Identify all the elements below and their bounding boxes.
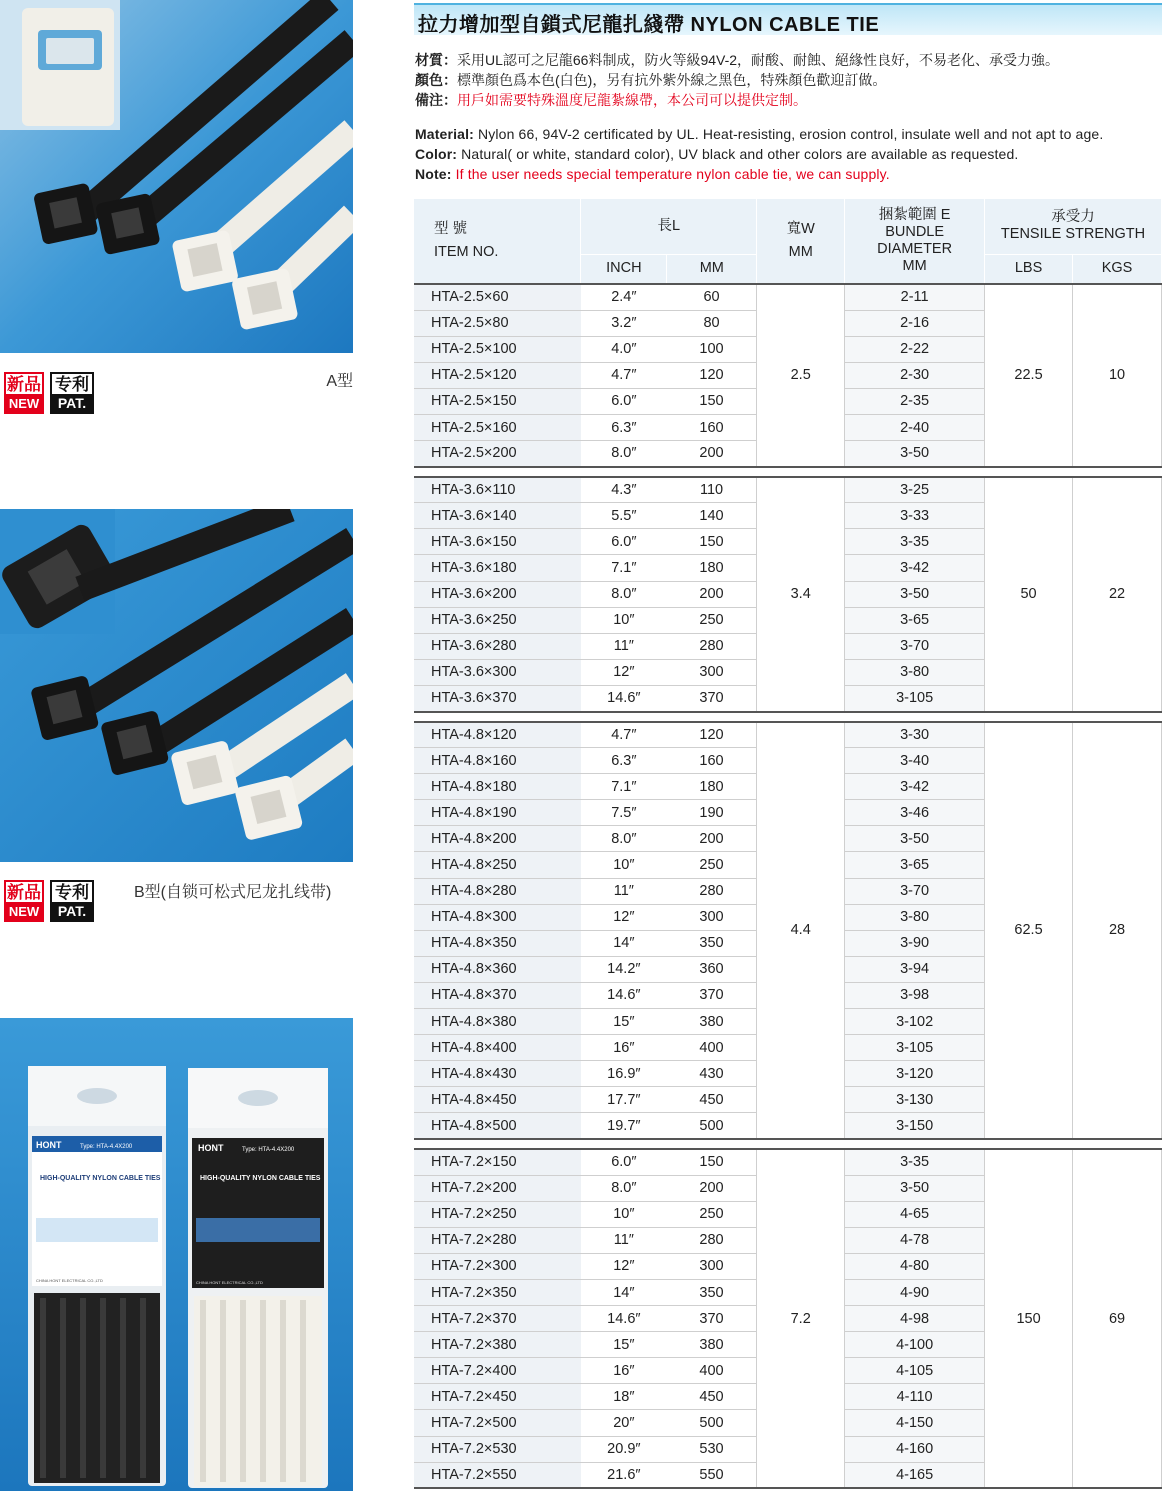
length-mm-cell: 380 [667,1009,757,1035]
patent-badge-en: PAT. [52,394,92,412]
gap-cell [414,467,1162,477]
length-mm-cell: 300 [667,659,757,685]
item-no-cell: HTA-4.8×350 [414,930,581,956]
new-badge [4,372,44,414]
length-inch-cell: 16″ [581,1035,667,1061]
length-inch-cell: 6.3″ [581,748,667,774]
length-inch-cell: 6.0″ [581,1149,667,1175]
length-mm-cell: 550 [667,1462,757,1488]
bundle-diameter-cell: 4-100 [845,1332,985,1358]
tensile-kgs-cell: 28 [1073,722,1162,1140]
length-inch-cell: 4.3″ [581,477,667,503]
length-inch-cell: 11″ [581,1227,667,1253]
bundle-diameter-cell: 3-105 [845,1035,985,1061]
length-inch-cell: 11″ [581,878,667,904]
svg-text:HONT: HONT [36,1140,62,1150]
header-bundle-unit: MM [902,258,927,274]
length-mm-cell: 110 [667,477,757,503]
item-no-cell: HTA-7.2×350 [414,1279,581,1305]
length-mm-cell: 500 [667,1410,757,1436]
svg-text:HONT: HONT [198,1143,224,1153]
bundle-diameter-cell: 3-35 [845,1149,985,1175]
length-mm-cell: 180 [667,774,757,800]
bundle-diameter-cell: 4-160 [845,1436,985,1462]
length-mm-cell: 150 [667,1149,757,1175]
item-no-cell: HTA-4.8×430 [414,1061,581,1087]
length-inch-cell: 7.1″ [581,774,667,800]
length-mm-cell: 150 [667,388,757,414]
length-mm-cell: 280 [667,633,757,659]
item-no-cell: HTA-3.6×250 [414,607,581,633]
bundle-diameter-cell: 2-35 [845,388,985,414]
type-a-label: A型 [326,373,353,390]
desc-en-line [415,164,1165,184]
gap-cell [414,712,1162,722]
svg-text:CHINA HONT ELECTRICAL CO.,LTD: CHINA HONT ELECTRICAL CO.,LTD [36,1278,103,1283]
bundle-diameter-cell: 3-150 [845,1113,985,1139]
header-lbs: LBS [985,254,1073,284]
item-no-cell: HTA-4.8×300 [414,904,581,930]
table-row [414,477,1162,503]
length-mm-cell: 250 [667,852,757,878]
item-no-cell: HTA-3.6×280 [414,633,581,659]
length-inch-cell: 12″ [581,904,667,930]
length-inch-cell: 3.2″ [581,310,667,336]
bundle-diameter-cell: 2-40 [845,414,985,440]
length-inch-cell: 14.2″ [581,956,667,982]
bundle-diameter-cell: 3-105 [845,685,985,711]
item-no-cell: HTA-7.2×200 [414,1175,581,1201]
length-mm-cell: 530 [667,1436,757,1462]
length-inch-cell: 4.7″ [581,362,667,388]
item-no-cell: HTA-4.8×400 [414,1035,581,1061]
desc-cn-line [415,90,1165,110]
length-inch-cell: 8.0″ [581,826,667,852]
item-no-cell: HTA-4.8×180 [414,774,581,800]
bundle-diameter-cell: 3-65 [845,852,985,878]
length-mm-cell: 370 [667,982,757,1008]
bundle-diameter-cell: 3-50 [845,581,985,607]
length-inch-cell: 12″ [581,659,667,685]
length-mm-cell: 370 [667,1306,757,1332]
bundle-diameter-cell: 4-110 [845,1384,985,1410]
length-inch-cell: 14″ [581,930,667,956]
item-no-cell: HTA-7.2×530 [414,1436,581,1462]
bundle-diameter-cell: 3-33 [845,503,985,529]
item-no-cell: HTA-3.6×150 [414,529,581,555]
desc-text: 采用UL認可之尼龍66料制成，防火等級94V-2，耐酸、耐蝕、絕緣性良好，不易老化、承受力強。 [457,52,1060,68]
desc-text: Nylon 66, 94V-2 certificated by UL. Heat-resisting, erosion control, insulate well and not apt to age. [473,126,1104,142]
bundle-diameter-cell: 3-65 [845,607,985,633]
bundle-diameter-cell: 3-90 [845,930,985,956]
length-mm-cell: 180 [667,555,757,581]
header-tensile-cn: 承受力 [1051,209,1095,226]
item-no-cell: HTA-3.6×110 [414,477,581,503]
length-mm-cell: 450 [667,1087,757,1113]
length-mm-cell: 120 [667,722,757,748]
page-title: 拉力增加型自鎖式尼龍扎綫帶 NYLON CABLE TIE [418,14,880,36]
length-mm-cell: 380 [667,1332,757,1358]
bundle-diameter-cell: 2-16 [845,310,985,336]
bundle-diameter-cell: 3-98 [845,982,985,1008]
spec-table [414,199,1162,1489]
desc-label: Material: [415,126,474,142]
length-inch-cell: 14″ [581,1279,667,1305]
length-inch-cell: 12″ [581,1253,667,1279]
length-mm-cell: 190 [667,800,757,826]
tensile-lbs-cell: 62.5 [985,722,1073,1140]
length-inch-cell: 19.7″ [581,1113,667,1139]
length-mm-cell: 400 [667,1035,757,1061]
length-inch-cell: 10″ [581,852,667,878]
item-no-cell: HTA-2.5×160 [414,414,581,440]
spec-group [414,284,1162,467]
header-width-label: 寬W [786,221,815,237]
patent-badge [50,880,94,922]
header-item-cn: 型 號 [434,221,468,237]
bundle-diameter-cell: 4-98 [845,1306,985,1332]
tensile-kgs-cell: 22 [1073,477,1162,712]
desc-label: 顏色： [415,72,457,88]
bundle-diameter-cell: 3-50 [845,826,985,852]
spec-group [414,1149,1162,1488]
photo-type-b [0,509,353,862]
header-bundle [845,199,985,284]
length-mm-cell: 370 [667,685,757,711]
bundle-diameter-cell: 3-46 [845,800,985,826]
item-no-cell: HTA-7.2×370 [414,1306,581,1332]
width-cell: 4.4 [757,722,845,1140]
desc-cn-line [415,70,1165,90]
item-no-cell: HTA-3.6×300 [414,659,581,685]
svg-text:HIGH-QUALITY NYLON CABLE TIES: HIGH-QUALITY NYLON CABLE TIES [40,1175,161,1182]
gap-cell [414,1139,1162,1149]
header-tensile-en: TENSILE STRENGTH [1000,226,1146,243]
bundle-diameter-cell: 3-42 [845,774,985,800]
bundle-diameter-cell: 3-30 [845,722,985,748]
desc-cn-line [415,50,1165,70]
length-inch-cell: 6.0″ [581,388,667,414]
length-inch-cell: 15″ [581,1009,667,1035]
item-no-cell: HTA-7.2×450 [414,1384,581,1410]
bundle-diameter-cell: 3-25 [845,477,985,503]
desc-label: Color: [415,146,458,162]
length-inch-cell: 21.6″ [581,1462,667,1488]
bundle-diameter-cell: 2-22 [845,336,985,362]
width-cell: 7.2 [757,1149,845,1488]
header-tensile [985,199,1162,254]
badges-type-b [4,880,94,922]
width-cell: 3.4 [757,477,845,712]
desc-text: 用戶如需要特殊溫度尼龍紮線帶，本公司可以提供定制。 [457,92,807,108]
bundle-diameter-cell: 2-11 [845,284,985,310]
bundle-diameter-cell: 3-80 [845,659,985,685]
bundle-diameter-cell: 3-130 [845,1087,985,1113]
header-width-unit: MM [788,244,813,260]
length-mm-cell: 120 [667,362,757,388]
item-no-cell: HTA-4.8×500 [414,1113,581,1139]
spec-group [414,477,1162,712]
length-inch-cell: 10″ [581,607,667,633]
length-mm-cell: 250 [667,1201,757,1227]
length-inch-cell: 14.6″ [581,685,667,711]
item-no-cell: HTA-4.8×190 [414,800,581,826]
length-mm-cell: 200 [667,441,757,467]
desc-label: Note: [415,166,452,182]
length-mm-cell: 100 [667,336,757,362]
svg-text:HIGH-QUALITY NYLON CABLE TIES: HIGH-QUALITY NYLON CABLE TIES [200,1175,321,1182]
patent-badge [50,372,94,414]
tensile-lbs-cell: 50 [985,477,1073,712]
item-no-cell: HTA-3.6×140 [414,503,581,529]
svg-text:CHINA HONT ELECTRICAL CO.,LTD: CHINA HONT ELECTRICAL CO.,LTD [196,1280,263,1285]
width-cell: 2.5 [757,284,845,467]
bundle-diameter-cell: 3-80 [845,904,985,930]
item-no-cell: HTA-2.5×60 [414,284,581,310]
patent-badge-cn: 专利 [55,375,89,394]
header-length: 長L [581,199,757,254]
length-mm-cell: 300 [667,1253,757,1279]
length-inch-cell: 6.3″ [581,414,667,440]
length-inch-cell: 2.4″ [581,284,667,310]
length-inch-cell: 8.0″ [581,581,667,607]
length-mm-cell: 280 [667,878,757,904]
item-no-cell: HTA-2.5×80 [414,310,581,336]
svg-text:Type: HTA-4.4X200: Type: HTA-4.4X200 [80,1144,133,1150]
photo-packages [0,1018,353,1491]
bundle-diameter-cell: 3-70 [845,878,985,904]
length-inch-cell: 16.9″ [581,1061,667,1087]
length-mm-cell: 400 [667,1358,757,1384]
bundle-diameter-cell: 4-80 [845,1253,985,1279]
length-inch-cell: 20″ [581,1410,667,1436]
group-gap [414,467,1162,477]
new-badge [4,880,44,922]
length-mm-cell: 300 [667,904,757,930]
length-mm-cell: 160 [667,748,757,774]
item-no-cell: HTA-7.2×250 [414,1201,581,1227]
bundle-diameter-cell: 4-90 [845,1279,985,1305]
item-no-cell: HTA-7.2×300 [414,1253,581,1279]
bundle-diameter-cell: 4-105 [845,1358,985,1384]
length-mm-cell: 350 [667,930,757,956]
length-inch-cell: 10″ [581,1201,667,1227]
length-mm-cell: 150 [667,529,757,555]
length-inch-cell: 11″ [581,633,667,659]
item-no-cell: HTA-4.8×120 [414,722,581,748]
item-no-cell: HTA-2.5×150 [414,388,581,414]
bundle-diameter-cell: 3-50 [845,1175,985,1201]
header-mm: MM [667,254,757,284]
bundle-diameter-cell: 3-70 [845,633,985,659]
length-mm-cell: 140 [667,503,757,529]
bundle-diameter-cell: 3-94 [845,956,985,982]
bundle-diameter-cell: 2-30 [845,362,985,388]
bundle-diameter-cell: 4-78 [845,1227,985,1253]
tensile-lbs-cell: 150 [985,1149,1073,1488]
bundle-diameter-cell: 3-120 [845,1061,985,1087]
bundle-diameter-cell: 3-42 [845,555,985,581]
tensile-kgs-cell: 69 [1073,1149,1162,1488]
group-gap [414,1139,1162,1149]
tensile-lbs-cell: 22.5 [985,284,1073,467]
header-item-no [414,199,581,284]
tensile-kgs-cell: 10 [1073,284,1162,467]
header-bundle-en2: DIAMETER [877,241,953,257]
length-inch-cell: 4.0″ [581,336,667,362]
item-no-cell: HTA-2.5×200 [414,441,581,467]
length-mm-cell: 500 [667,1113,757,1139]
length-mm-cell: 250 [667,607,757,633]
header-bundle-en1: BUNDLE [885,224,945,240]
table-row [414,722,1162,748]
length-inch-cell: 15″ [581,1332,667,1358]
desc-en-line [415,124,1165,144]
item-no-cell: HTA-4.8×160 [414,748,581,774]
item-no-cell: HTA-4.8×280 [414,878,581,904]
patent-badge-en: PAT. [52,902,92,920]
item-no-cell: HTA-7.2×550 [414,1462,581,1488]
length-inch-cell: 14.6″ [581,1306,667,1332]
item-no-cell: HTA-4.8×250 [414,852,581,878]
new-badge-en: NEW [6,902,42,920]
bundle-diameter-cell: 3-35 [845,529,985,555]
badges-type-a [4,372,94,414]
new-badge-cn: 新品 [7,883,41,902]
desc-text: If the user needs special temperature nylon cable tie, we can supply. [451,166,890,182]
table-row [414,284,1162,310]
length-mm-cell: 450 [667,1384,757,1410]
svg-text:Type: HTA-4.4X200: Type: HTA-4.4X200 [242,1147,295,1153]
header-width [757,199,845,284]
item-no-cell: HTA-2.5×100 [414,336,581,362]
length-inch-cell: 8.0″ [581,1175,667,1201]
length-inch-cell: 8.0″ [581,441,667,467]
new-badge-cn: 新品 [7,375,41,394]
bundle-diameter-cell: 4-165 [845,1462,985,1488]
item-no-cell: HTA-4.8×360 [414,956,581,982]
item-no-cell: HTA-3.6×200 [414,581,581,607]
desc-label: 備注： [415,92,457,108]
length-inch-cell: 17.7″ [581,1087,667,1113]
length-mm-cell: 160 [667,414,757,440]
length-inch-cell: 6.0″ [581,529,667,555]
length-inch-cell: 7.1″ [581,555,667,581]
item-no-cell: HTA-4.8×370 [414,982,581,1008]
desc-en-line [415,144,1165,164]
bundle-diameter-cell: 3-50 [845,441,985,467]
length-mm-cell: 200 [667,826,757,852]
length-mm-cell: 200 [667,581,757,607]
length-inch-cell: 5.5″ [581,503,667,529]
length-mm-cell: 430 [667,1061,757,1087]
desc-text: 標準顏色爲本色(白色)，另有抗外紫外線之黑色，特殊顏色歡迎訂做。 [457,72,887,88]
item-no-cell: HTA-3.6×180 [414,555,581,581]
description-chinese [415,50,1165,110]
item-no-cell: HTA-3.6×370 [414,685,581,711]
desc-text: Natural( or white, standard color), UV black and other colors are available as requested. [457,146,1019,162]
length-inch-cell: 16″ [581,1358,667,1384]
length-mm-cell: 350 [667,1279,757,1305]
group-gap [414,712,1162,722]
header-item-en: ITEM NO. [434,244,499,260]
length-inch-cell: 20.9″ [581,1436,667,1462]
desc-label: 材質： [415,52,457,68]
length-inch-cell: 14.6″ [581,982,667,1008]
table-row [414,1149,1162,1175]
item-no-cell: HTA-4.8×380 [414,1009,581,1035]
type-b-label: B型(自锁可松式尼龙扎线带) [134,884,332,901]
bundle-diameter-cell: 4-65 [845,1201,985,1227]
header-inch: INCH [581,254,667,284]
photo-type-a [0,0,353,353]
header-bundle-cn: 捆紮範圍 E [878,207,951,223]
item-no-cell: HTA-2.5×120 [414,362,581,388]
length-mm-cell: 200 [667,1175,757,1201]
length-mm-cell: 80 [667,310,757,336]
spec-group [414,722,1162,1140]
item-no-cell: HTA-4.8×200 [414,826,581,852]
patent-badge-cn: 专利 [55,883,89,902]
item-no-cell: HTA-7.2×150 [414,1149,581,1175]
item-no-cell: HTA-7.2×400 [414,1358,581,1384]
length-inch-cell: 4.7″ [581,722,667,748]
item-no-cell: HTA-7.2×280 [414,1227,581,1253]
bundle-diameter-cell: 4-150 [845,1410,985,1436]
title-bar [414,3,1162,35]
header-kgs: KGS [1073,254,1162,284]
item-no-cell: HTA-4.8×450 [414,1087,581,1113]
item-no-cell: HTA-7.2×380 [414,1332,581,1358]
item-no-cell: HTA-7.2×500 [414,1410,581,1436]
length-mm-cell: 360 [667,956,757,982]
description-english [415,124,1165,184]
length-inch-cell: 7.5″ [581,800,667,826]
length-mm-cell: 60 [667,284,757,310]
bundle-diameter-cell: 3-102 [845,1009,985,1035]
new-badge-en: NEW [6,394,42,412]
length-mm-cell: 280 [667,1227,757,1253]
bundle-diameter-cell: 3-40 [845,748,985,774]
length-inch-cell: 18″ [581,1384,667,1410]
